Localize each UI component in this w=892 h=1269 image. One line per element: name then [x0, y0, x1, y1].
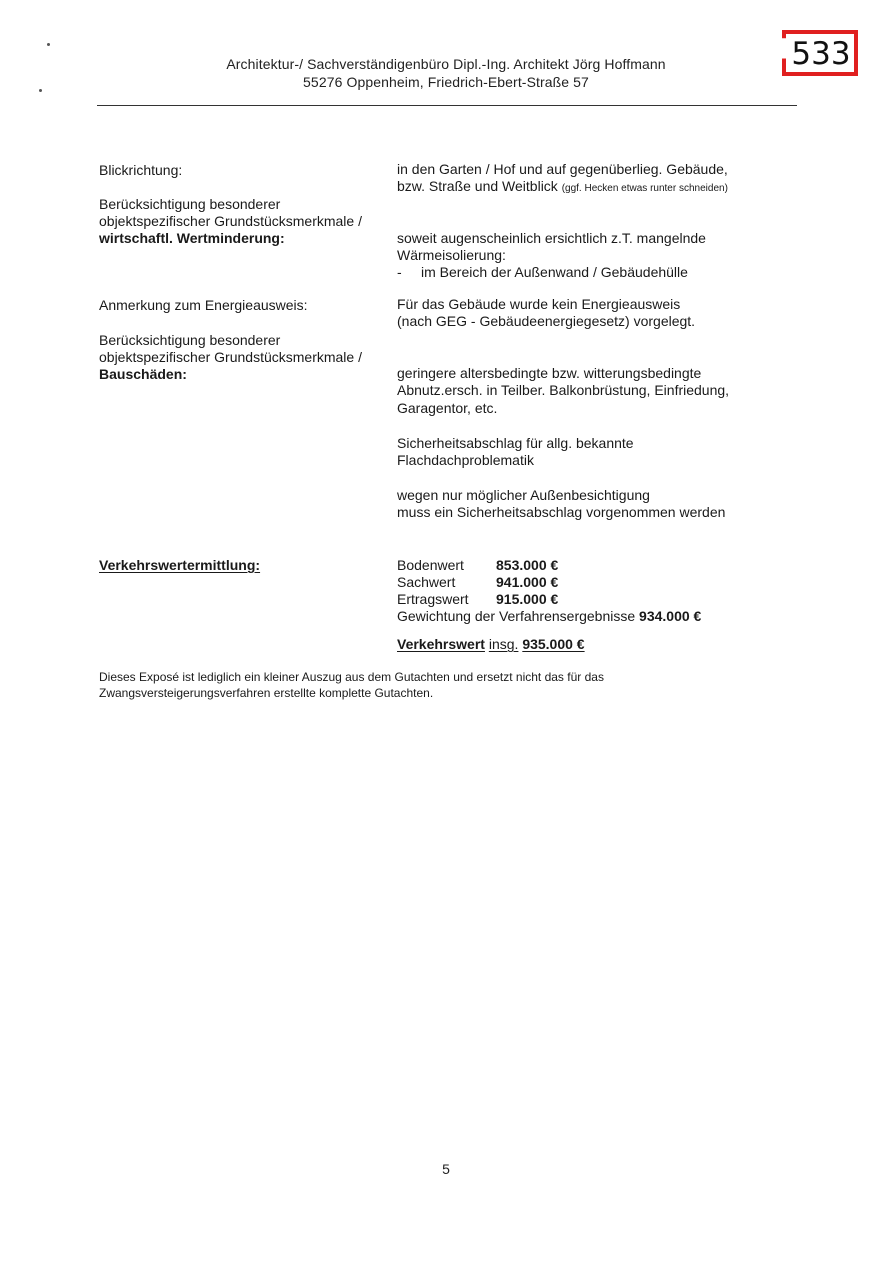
energieausweis-value-line1: Für das Gebäude wurde kein Energieausweis [397, 296, 681, 312]
wertminderung-label-line3: wirtschaftl. Wertminderung: [99, 230, 285, 246]
gewichtung-row [397, 608, 701, 625]
wertminderung-value-line2: Wärmeisolierung: [397, 247, 506, 263]
scan-mark [47, 43, 50, 46]
bauschaeden-label-line3: Bauschäden: [99, 366, 187, 382]
ertragswert-label: Ertragswert [397, 591, 469, 607]
bauschaeden-p2-line1: Sicherheitsabschlag für allg. bekannte [397, 435, 634, 451]
total-label: Verkehrswert [397, 636, 485, 652]
bauschaeden-p1-line2: Abnutz.ersch. in Teilber. Balkonbrüstung, Einfriedung, [397, 382, 730, 398]
wertminderung-bullet: im Bereich der Außenwand / Gebäudehülle [421, 264, 688, 280]
expose-note-line2: Zwangsversteigerungsverfahren erstellte komplette Gutachten. [99, 686, 434, 700]
bauschaeden-p1-line1: geringere altersbedingte bzw. witterungsbedingte [397, 365, 702, 381]
blickrichtung-value-text: bzw. Straße und Weitblick [397, 178, 558, 194]
blickrichtung-label: Blickrichtung: [99, 162, 183, 178]
total-value: 935.000 € [522, 636, 585, 652]
wertminderung-label-line2: objektspezifischer Grundstücksmerkmale / [99, 213, 362, 229]
ertragswert-row [397, 591, 558, 608]
bodenwert-label: Bodenwert [397, 557, 464, 573]
bodenwert-row [397, 557, 558, 574]
header-address: 55276 Oppenheim, Friedrich-Ebert-Straße 57 [303, 74, 589, 90]
gewichtung-value: 934.000 € [639, 608, 702, 624]
bauschaeden-label-line1: Berücksichtigung besonderer [99, 332, 281, 348]
wertminderung-label-line1: Berücksichtigung besonderer [99, 196, 281, 212]
page-stamp-number: 533 [791, 36, 851, 72]
bauschaeden-p3-line2: muss ein Sicherheitsabschlag vorgenommen werden [397, 504, 726, 520]
total-insg: insg. [488, 636, 519, 652]
bauschaeden-label-line2: objektspezifischer Grundstücksmerkmale / [99, 349, 362, 365]
total-row [397, 636, 585, 653]
gewichtung-label: Gewichtung der Verfahrensergebnisse [397, 608, 636, 624]
energieausweis-value-line2: (nach GEG - Gebäudeenergiegesetz) vorgelegt. [397, 313, 696, 329]
bauschaeden-p1-line3: Garagentor, etc. [397, 400, 498, 416]
ertragswert-value: 915.000 € [496, 591, 559, 607]
wertminderung-value-line1: soweit augenscheinlich ersichtlich z.T. mangelnde [397, 230, 706, 246]
expose-note-line1: Dieses Exposé ist lediglich ein kleiner Auszug aus dem Gutachten und ersetzt nicht das für das [99, 670, 604, 684]
verkehrswert-label: Verkehrswertermittlung: [99, 557, 261, 573]
page-number: 5 [442, 1161, 450, 1177]
energieausweis-label: Anmerkung zum Energieausweis: [99, 297, 308, 313]
sachwert-value: 941.000 € [496, 574, 559, 590]
bauschaeden-p2-line2: Flachdachproblematik [397, 452, 534, 468]
bauschaeden-p3-line1: wegen nur möglicher Außenbesichtigung [397, 487, 650, 503]
wertminderung-bullet-dash: - [397, 264, 402, 280]
blickrichtung-value-line2 [397, 178, 728, 197]
sachwert-label: Sachwert [397, 574, 456, 590]
header-office-name: Architektur-/ Sachverständigenbüro Dipl.-Ing. Architekt Jörg Hoffmann [226, 56, 666, 72]
header-rule [97, 105, 797, 106]
bodenwert-value: 853.000 € [496, 557, 559, 573]
blickrichtung-value-line1: in den Garten / Hof und auf gegenüberlieg. Gebäude, [397, 161, 728, 177]
blickrichtung-value-note: (ggf. Hecken etwas runter schneiden) [561, 183, 728, 194]
sachwert-row [397, 574, 558, 591]
